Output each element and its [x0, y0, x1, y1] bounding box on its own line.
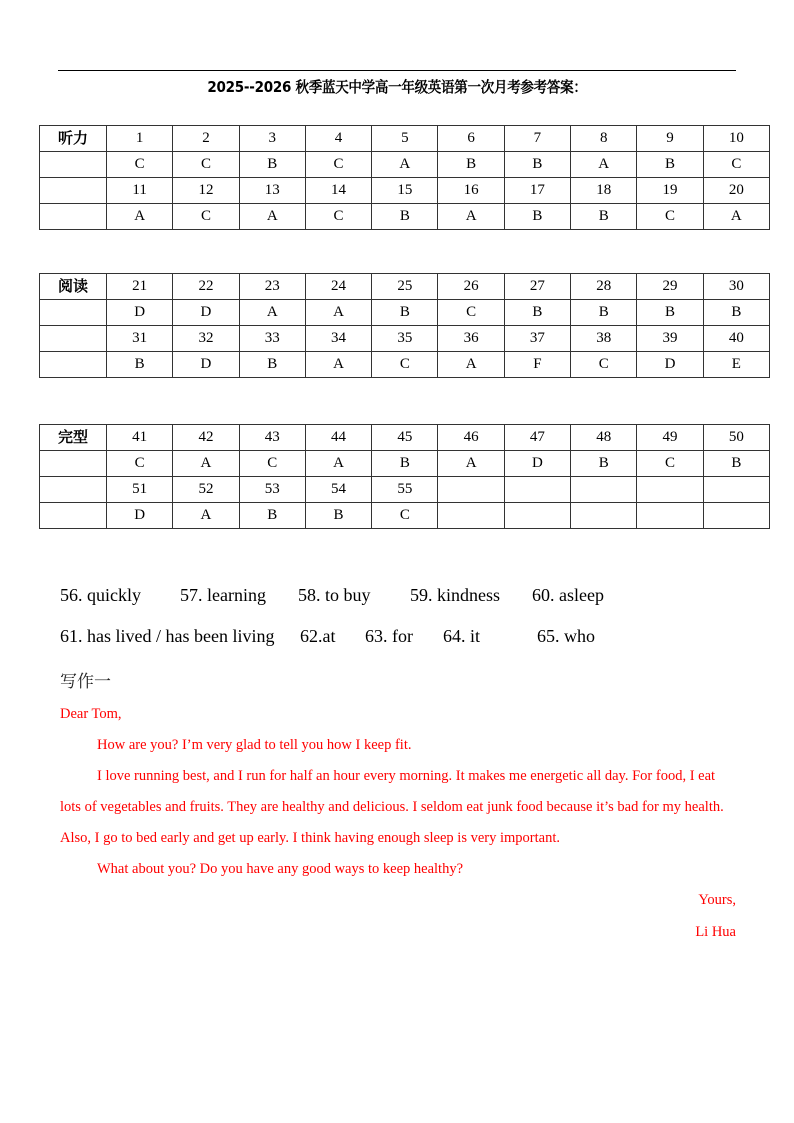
section-label: 完型 — [40, 425, 107, 451]
section-label: 听力 — [40, 126, 107, 152]
answer-cell — [637, 503, 703, 529]
answer-cell: D — [107, 300, 173, 326]
answer-cell — [438, 503, 504, 529]
answer-cell: B — [703, 451, 769, 477]
header-rule — [58, 70, 736, 71]
answer-cell: D — [637, 352, 703, 378]
answer-row — [40, 352, 770, 378]
question-number-cell: 22 — [173, 274, 239, 300]
answer-cell: B — [372, 451, 438, 477]
answer-row — [40, 451, 770, 477]
question-number-cell — [571, 477, 637, 503]
label-cell — [40, 477, 107, 503]
label-cell — [40, 503, 107, 529]
question-number-row — [40, 126, 770, 152]
fill-answer-56: 56. quickly — [60, 585, 141, 605]
question-number-cell — [637, 477, 703, 503]
letter-paragraph-3: What about you? Do you have any good ways to keep healthy? — [97, 861, 464, 877]
question-number-cell: 16 — [438, 178, 504, 204]
answer-cell: E — [703, 352, 769, 378]
fill-answer-58: 58. to buy — [298, 585, 371, 605]
question-number-cell: 27 — [504, 274, 570, 300]
answer-cell: C — [571, 352, 637, 378]
fill-answer-57: 57. learning — [180, 585, 266, 605]
reading-answer-table — [39, 273, 770, 378]
letter-paragraph-1: How are you? I’m very glad to tell you how I keep fit. — [97, 737, 412, 753]
question-number-row — [40, 178, 770, 204]
question-number-cell: 3 — [239, 126, 305, 152]
answer-cell: C — [438, 300, 504, 326]
fill-answer-65: 65. who — [537, 626, 595, 646]
fill-answer-61: 61. has lived / has been living — [60, 626, 275, 646]
letter-salutation: Dear Tom, — [60, 706, 122, 722]
question-number-cell: 21 — [107, 274, 173, 300]
question-number-cell: 10 — [703, 126, 769, 152]
question-number-cell: 17 — [504, 178, 570, 204]
question-number-cell: 20 — [703, 178, 769, 204]
question-number-cell: 55 — [372, 477, 438, 503]
answer-row — [40, 503, 770, 529]
question-number-cell: 47 — [504, 425, 570, 451]
answer-cell: A — [305, 352, 371, 378]
question-number-row — [40, 425, 770, 451]
answer-cell: B — [107, 352, 173, 378]
listening-answer-table — [39, 125, 770, 230]
answer-cell: B — [239, 152, 305, 178]
question-number-cell: 52 — [173, 477, 239, 503]
question-number-cell — [703, 477, 769, 503]
label-cell — [40, 152, 107, 178]
question-number-cell: 23 — [239, 274, 305, 300]
answer-cell: C — [305, 204, 371, 230]
question-number-cell: 40 — [703, 326, 769, 352]
question-number-cell: 49 — [637, 425, 703, 451]
question-number-cell: 46 — [438, 425, 504, 451]
question-number-cell: 13 — [239, 178, 305, 204]
question-number-cell: 54 — [305, 477, 371, 503]
answer-cell — [571, 503, 637, 529]
answer-cell: D — [504, 451, 570, 477]
answer-cell: A — [107, 204, 173, 230]
label-cell — [40, 178, 107, 204]
answer-cell: C — [305, 152, 371, 178]
label-cell — [40, 326, 107, 352]
question-number-cell: 2 — [173, 126, 239, 152]
answer-cell: B — [637, 152, 703, 178]
answer-cell: C — [107, 451, 173, 477]
letter-signature: Li Hua — [695, 924, 736, 940]
question-number-cell: 15 — [372, 178, 438, 204]
question-number-cell: 31 — [107, 326, 173, 352]
question-number-cell — [504, 477, 570, 503]
question-number-cell: 6 — [438, 126, 504, 152]
answer-cell: C — [372, 503, 438, 529]
question-number-cell: 11 — [107, 178, 173, 204]
cloze-answer-table — [39, 424, 770, 529]
question-number-cell: 30 — [703, 274, 769, 300]
answer-cell: A — [438, 352, 504, 378]
question-number-cell: 41 — [107, 425, 173, 451]
answer-cell: B — [239, 503, 305, 529]
answer-cell: A — [305, 451, 371, 477]
question-number-cell: 35 — [372, 326, 438, 352]
question-number-cell: 42 — [173, 425, 239, 451]
question-number-cell — [438, 477, 504, 503]
answer-row — [40, 152, 770, 178]
answer-cell: A — [571, 152, 637, 178]
page-title: 2025--2026 秋季蓝天中学高一年级英语第一次月考参考答案： — [207, 78, 587, 96]
question-number-cell: 51 — [107, 477, 173, 503]
question-number-cell: 34 — [305, 326, 371, 352]
letter-closing: Yours, — [698, 892, 736, 908]
answer-cell: C — [637, 451, 703, 477]
label-cell — [40, 300, 107, 326]
question-number-cell: 26 — [438, 274, 504, 300]
question-number-cell: 25 — [372, 274, 438, 300]
question-number-cell: 29 — [637, 274, 703, 300]
answer-cell: B — [637, 300, 703, 326]
question-number-cell: 12 — [173, 178, 239, 204]
question-number-cell: 8 — [571, 126, 637, 152]
answer-cell: A — [305, 300, 371, 326]
answer-cell: C — [239, 451, 305, 477]
question-number-cell: 36 — [438, 326, 504, 352]
question-number-cell: 1 — [107, 126, 173, 152]
answer-cell: D — [173, 300, 239, 326]
answer-cell: B — [571, 300, 637, 326]
answer-cell: C — [107, 152, 173, 178]
question-number-cell: 39 — [637, 326, 703, 352]
answer-cell: B — [703, 300, 769, 326]
question-number-cell: 50 — [703, 425, 769, 451]
answer-cell: B — [372, 204, 438, 230]
fill-answer-59: 59. kindness — [410, 585, 500, 605]
answer-cell: D — [173, 352, 239, 378]
question-number-cell: 33 — [239, 326, 305, 352]
question-number-cell: 7 — [504, 126, 570, 152]
fill-answer-62: 62.at — [300, 626, 336, 646]
answer-cell: B — [504, 204, 570, 230]
question-number-cell: 48 — [571, 425, 637, 451]
answer-cell: A — [703, 204, 769, 230]
answer-cell: B — [504, 300, 570, 326]
answer-cell: A — [372, 152, 438, 178]
label-cell — [40, 352, 107, 378]
question-number-cell: 24 — [305, 274, 371, 300]
answer-cell: A — [173, 503, 239, 529]
writing-section-heading: 写作一 — [60, 672, 111, 692]
answer-cell: B — [504, 152, 570, 178]
fill-answer-64: 64. it — [443, 626, 481, 646]
question-number-cell: 5 — [372, 126, 438, 152]
question-number-row — [40, 326, 770, 352]
answer-cell — [504, 503, 570, 529]
answer-cell: B — [571, 451, 637, 477]
question-number-cell: 28 — [571, 274, 637, 300]
question-number-cell: 38 — [571, 326, 637, 352]
answer-cell: C — [372, 352, 438, 378]
question-number-cell: 45 — [372, 425, 438, 451]
answer-cell: A — [173, 451, 239, 477]
question-number-cell: 37 — [504, 326, 570, 352]
answer-row — [40, 204, 770, 230]
letter-paragraph-2-line-2: lots of vegetables and fruits. They are healthy and delicious. I seldom eat junk food because it’s bad for my health. — [60, 799, 724, 815]
letter-paragraph-2-line-1: I love running best, and I run for half an hour every morning. It makes me energetic all day. For food, I eat — [97, 768, 716, 784]
answer-cell: C — [173, 152, 239, 178]
answer-cell: B — [239, 352, 305, 378]
answer-cell — [703, 503, 769, 529]
answer-cell: B — [438, 152, 504, 178]
question-number-cell: 44 — [305, 425, 371, 451]
fill-answer-63: 63. for — [365, 626, 413, 646]
answer-cell: B — [571, 204, 637, 230]
question-number-cell: 53 — [239, 477, 305, 503]
answer-row — [40, 300, 770, 326]
question-number-cell: 14 — [305, 178, 371, 204]
answer-cell: A — [438, 451, 504, 477]
question-number-row — [40, 274, 770, 300]
label-cell — [40, 204, 107, 230]
answer-cell: A — [239, 300, 305, 326]
letter-paragraph-2-line-3: Also, I go to bed early and get up early. I think having enough sleep is very important. — [60, 830, 560, 846]
answer-cell: C — [637, 204, 703, 230]
question-number-cell: 19 — [637, 178, 703, 204]
fill-answer-60: 60. asleep — [532, 585, 604, 605]
question-number-cell: 43 — [239, 425, 305, 451]
question-number-cell: 32 — [173, 326, 239, 352]
section-label: 阅读 — [40, 274, 107, 300]
answer-cell: C — [173, 204, 239, 230]
answer-cell: A — [438, 204, 504, 230]
label-cell — [40, 451, 107, 477]
answer-cell: A — [239, 204, 305, 230]
answer-cell: F — [504, 352, 570, 378]
question-number-cell: 9 — [637, 126, 703, 152]
question-number-cell: 18 — [571, 178, 637, 204]
question-number-cell: 4 — [305, 126, 371, 152]
answer-cell: B — [305, 503, 371, 529]
answer-cell: B — [372, 300, 438, 326]
answer-cell: D — [107, 503, 173, 529]
answer-cell: C — [703, 152, 769, 178]
question-number-row — [40, 477, 770, 503]
